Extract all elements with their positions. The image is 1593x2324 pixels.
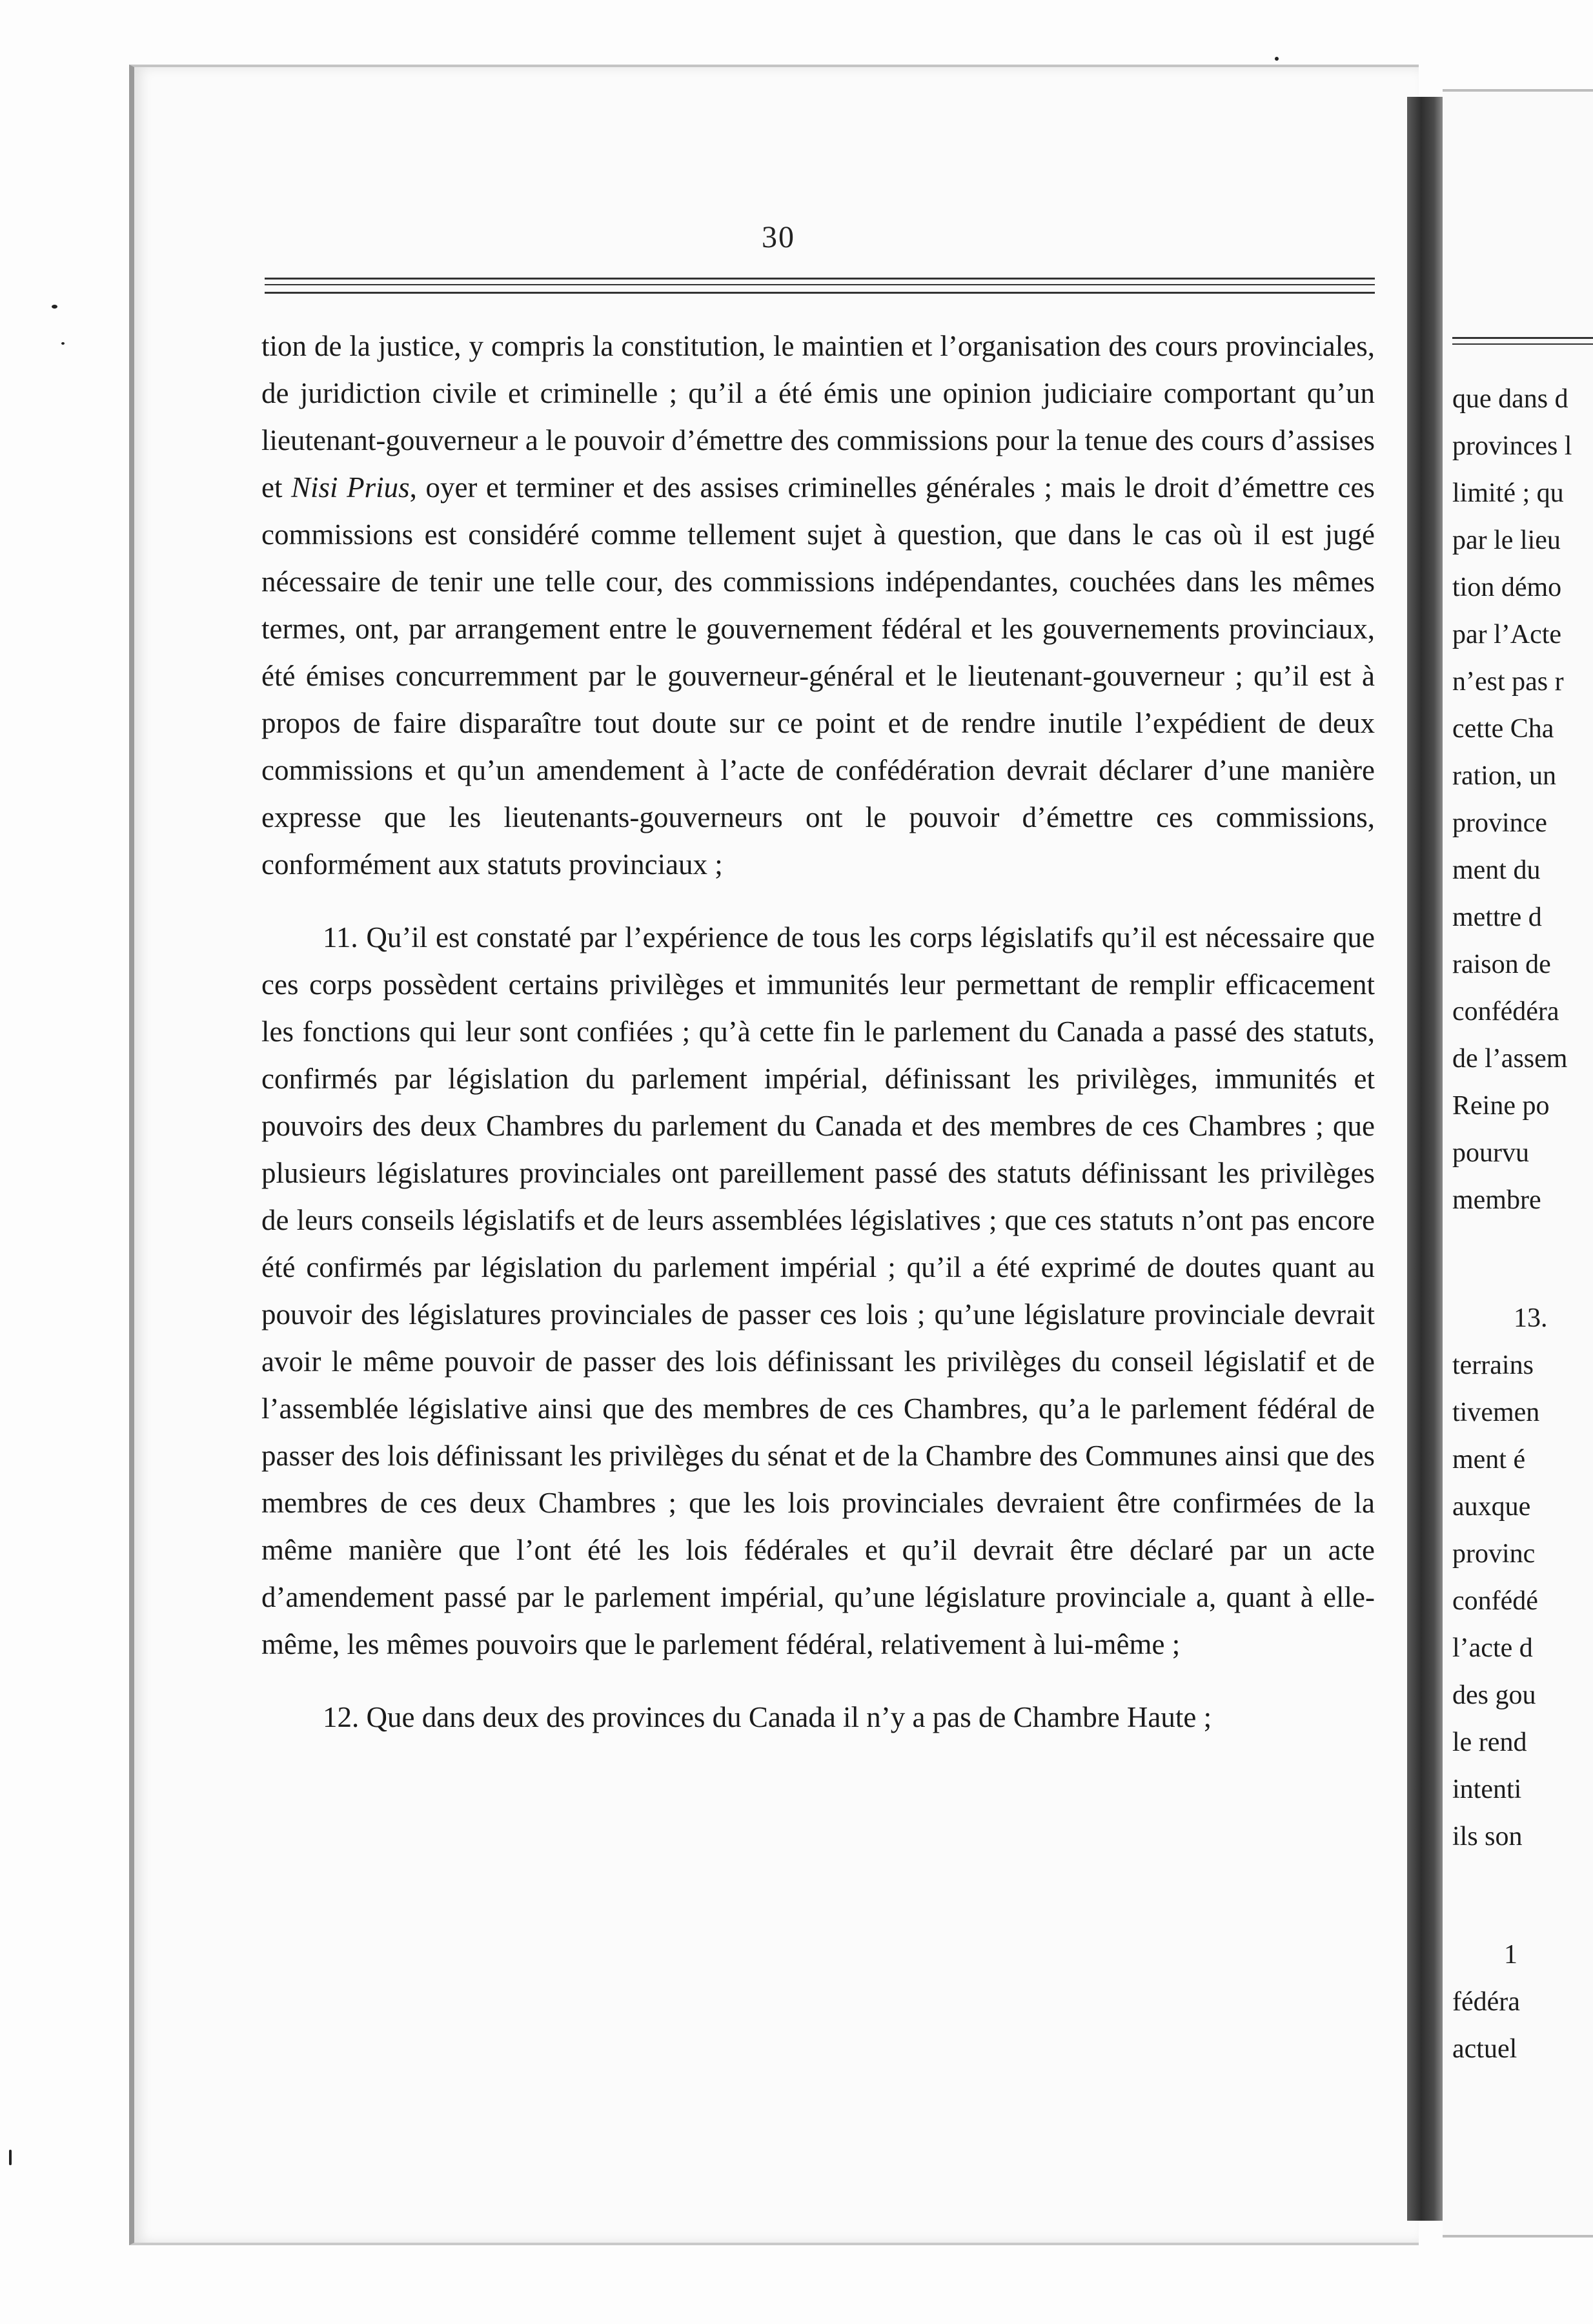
right-line: tivemen bbox=[1452, 1398, 1540, 1427]
right-line: ment du bbox=[1452, 855, 1541, 885]
right-line: intenti bbox=[1452, 1775, 1522, 1804]
right-line: province bbox=[1452, 808, 1547, 838]
right-line: que dans d bbox=[1452, 384, 1568, 414]
paragraph-continuation bbox=[261, 323, 1375, 888]
paragraph-text: , oyer et terminer et des assises criminelles générales ; mais le droit d’émettre ces commissions est considéré comme tellement sujet à question, que dans le cas où il est jugé nécessaire de tenir une telle cour, des commissions indépendantes, couchées dans les mêmes termes, ont, par arrangement entre le gouvernement fédéral et les gouvernements provinciaux, été émises concurremment par le gouverneur-général et le lieutenant-gouverneur ; qu’il est à propos de faire disparaître tout doute sur ce point et de rendre inutile l’expédient de deux commissions et qu’un amendement à l’acte de confédération devrait déclarer d’une manière expresse que les lieutenants-gouverneurs ont le pouvoir d’émettre ces commissions, conformément aux statuts provinciaux ; bbox=[261, 471, 1375, 881]
right-line: l’acte d bbox=[1452, 1633, 1533, 1663]
header-rule-top bbox=[265, 278, 1375, 280]
right-line: confédé bbox=[1452, 1586, 1538, 1616]
film-speck bbox=[1275, 57, 1279, 61]
right-page bbox=[1443, 89, 1593, 2237]
right-line: n’est pas r bbox=[1452, 667, 1564, 697]
film-speck bbox=[52, 305, 57, 309]
book-gutter bbox=[1407, 97, 1443, 2221]
right-line: 13. bbox=[1514, 1303, 1548, 1333]
right-line: pourvu bbox=[1452, 1138, 1529, 1168]
right-line: raison de bbox=[1452, 950, 1551, 979]
right-line: ration, un bbox=[1452, 761, 1556, 791]
right-header-rule bbox=[1452, 337, 1593, 339]
right-line: terrains bbox=[1452, 1351, 1534, 1380]
right-line: mettre d bbox=[1452, 902, 1542, 932]
right-line-gap bbox=[1452, 1860, 1572, 1932]
paragraph-text: tion de la justice, y compris la constitution, le maintien et l’organisation des cours provinciales, de juridiction civile et criminelle ; qu’il a été émis une opinion judiciaire comportant qu’un lieutenant-gouverneur a le pouvoir d’émettre des commissions pour la tenue des cours d’assises et bbox=[261, 330, 1375, 504]
right-line: confédéra bbox=[1452, 997, 1559, 1026]
right-page-lines bbox=[1452, 376, 1572, 2073]
page-number: 30 bbox=[762, 220, 795, 254]
right-line: des gou bbox=[1452, 1680, 1536, 1710]
italic-term: Nisi Prius bbox=[291, 471, 410, 504]
right-line: cette Cha bbox=[1452, 714, 1554, 744]
right-line: ment é bbox=[1452, 1445, 1526, 1474]
right-line: membre bbox=[1452, 1185, 1541, 1215]
right-line: ils son bbox=[1452, 1822, 1523, 1851]
paragraph-11: 11. Qu’il est constaté par l’expérience de tous les corps législatifs qu’il est nécessaire que ces corps possèdent certains privilèges et immunités leur permettant de remplir efficacement les fonctions qui leur sont confiées ; qu’à cette fin le parlement du Canada a passé des statuts, confirmés par législation du parlement impérial, définissant les privilèges, immunités et pouvoirs des deux Chambres du parlement du Canada et des membres de ces Chambres ; que plusieurs législatures provinciales ont pareillement passé des statuts définissant les privilèges de leurs conseils législatifs et de leurs assemblées législatives ; que ces statuts n’ont pas encore été confirmés par législation du parlement impérial ; qu’il a été exprimé de doutes quant au pouvoir des législatures provinciales de passer ces lois ; qu’une législature provinciale devrait avoir le même pouvoir de passer des lois définissant les privilèges du conseil législatif et de l’assemblée législative ainsi que des membres de ces Chambres, qu’a le parlement fédéral de passer des lois définissant les privilèges du sénat et de la Chambre des Communes ainsi que des membres de ces deux Chambres ; que les lois provinciales devraient être confirmées de la même manière que l’ont été les lois fédérales et qu’il devrait être déclaré par un acte d’amendement passé par le parlement impérial, qu’une législature provinciale a, quant à elle-même, les mêmes pouvoirs que le parlement fédéral, relativement à lui-même ; bbox=[261, 921, 1375, 1660]
header-rule-bottom bbox=[265, 292, 1375, 294]
header-rule-middle bbox=[265, 284, 1375, 285]
right-line: provinc bbox=[1452, 1539, 1536, 1569]
right-line: auxque bbox=[1452, 1492, 1531, 1522]
body-text bbox=[261, 323, 1375, 1741]
right-line: tion démo bbox=[1452, 573, 1562, 602]
right-line: Reine po bbox=[1452, 1091, 1550, 1121]
right-line: par l’Acte bbox=[1452, 620, 1562, 649]
right-line: par le lieu bbox=[1452, 525, 1561, 555]
right-line: de l’assem bbox=[1452, 1044, 1568, 1074]
right-line: fédéra bbox=[1452, 1987, 1520, 2017]
film-speck bbox=[61, 342, 65, 345]
right-line: actuel bbox=[1452, 2034, 1517, 2064]
right-line: limité ; qu bbox=[1452, 478, 1564, 508]
right-line: le rend bbox=[1452, 1728, 1527, 1757]
right-line: provinces l bbox=[1452, 431, 1572, 461]
right-line: 1 bbox=[1504, 1940, 1517, 1970]
film-speck bbox=[9, 2150, 12, 2165]
right-header-rule-thin bbox=[1452, 343, 1593, 345]
paragraph-12: 12. Que dans deux des provinces du Canada il n’y a pas de Chambre Haute ; bbox=[323, 1701, 1212, 1733]
right-line-gap bbox=[1452, 1224, 1572, 1295]
